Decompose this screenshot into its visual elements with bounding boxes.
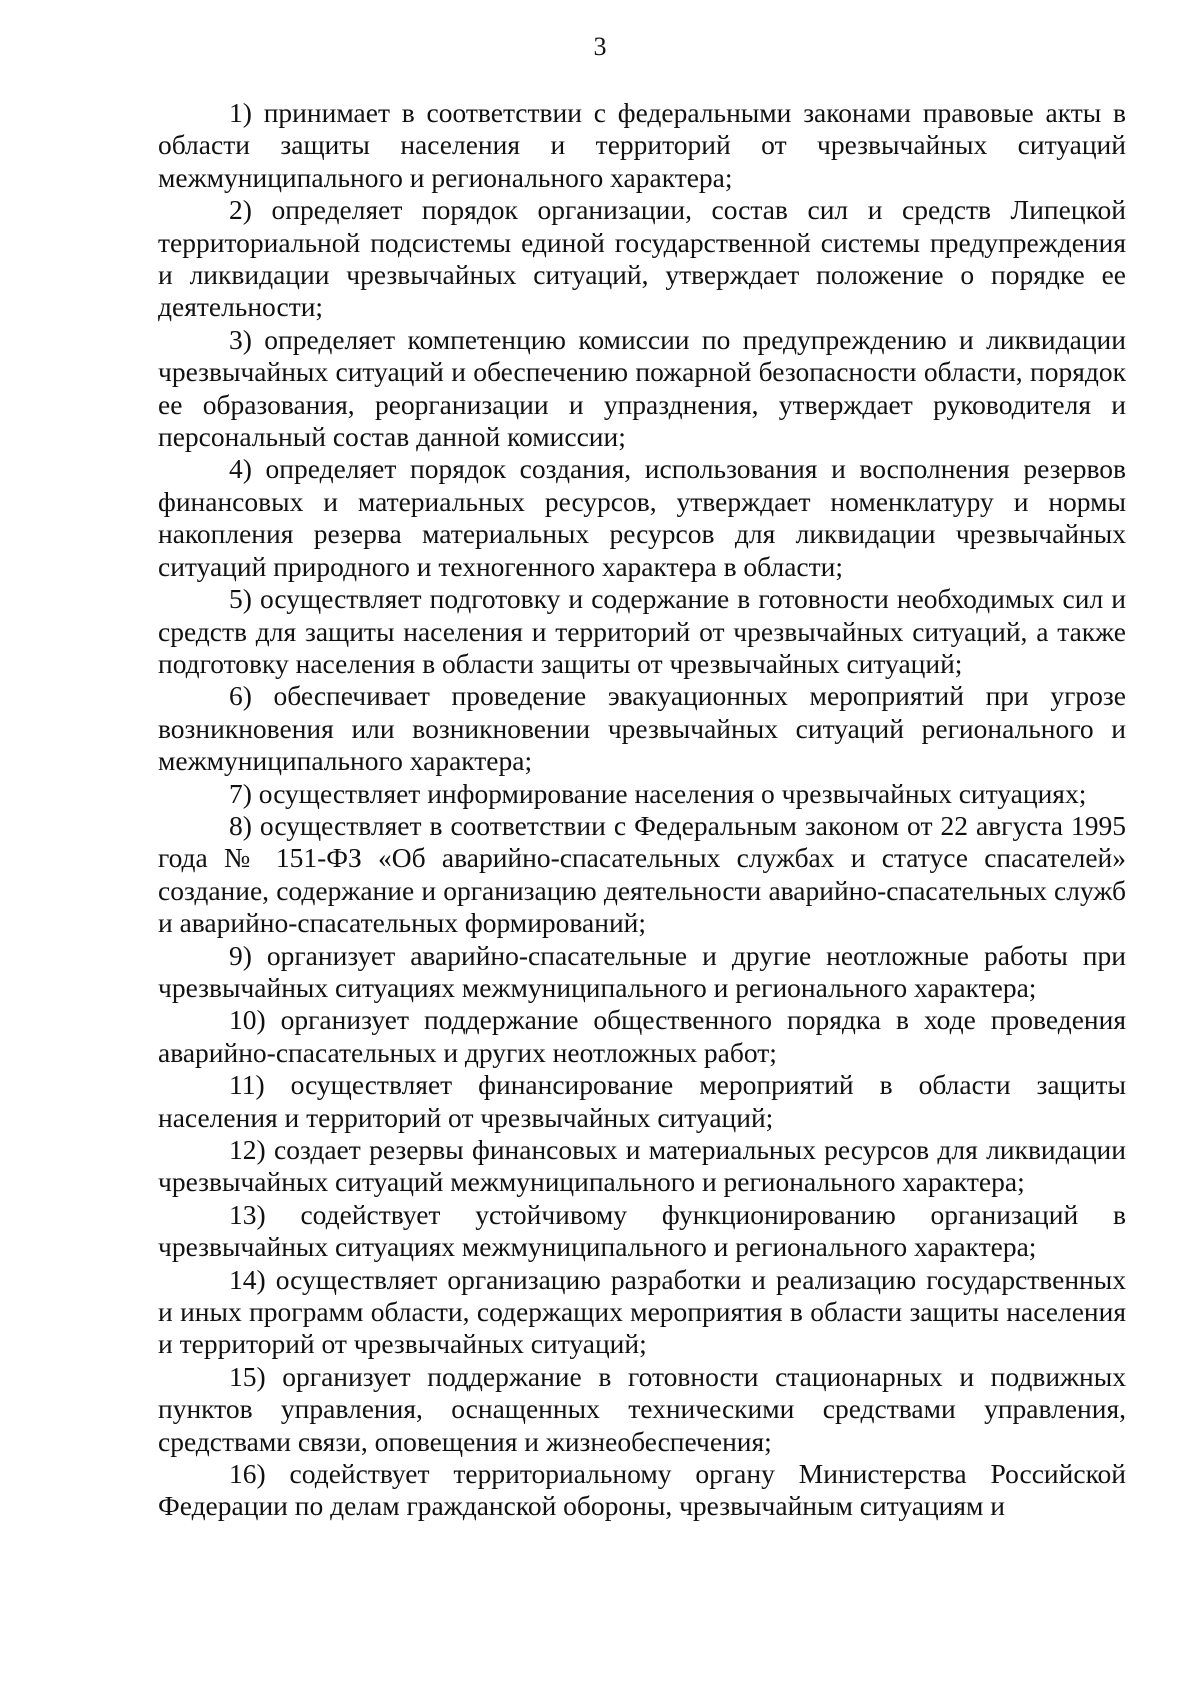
paragraph-1: 1) принимает в соответствии с федеральными законами правовые акты в области защиты населения и территорий от чрезвычайных ситуаций межмуниципального и регионального характера; <box>158 97 1126 193</box>
paragraph-4: 4) определяет порядок создания, использования и восполнения резервов финансовых и материальных ресурсов, утверждает номенклатуру и нормы накопления резерва материальных ресурсов для ликвидации чрезвычайных ситуаций природного и техногенного характера в области; <box>158 453 1126 582</box>
paragraph-11: 11) осуществляет финансирование мероприятий в области защиты населения и территорий от чрезвычайных ситуаций; <box>158 1069 1126 1133</box>
paragraph-2: 2) определяет порядок организации, состав сил и средств Липецкой территориальной подсистемы единой государственной системы предупреждения и ликвидации чрезвычайных ситуаций, утверждает положение о порядке ее деятельности; <box>158 194 1126 323</box>
paragraph-9: 9) организует аварийно-спасательные и другие неотложные работы при чрезвычайных ситуациях межмуниципального и регионального характера; <box>158 939 1126 1003</box>
paragraph-8: 8) осуществляет в соответствии с Федеральным законом от 22 августа 1995 года № 151-ФЗ «Об аварийно-спасательных службах и статусе спасателей» создание, содержание и организацию деятельности аварийно-спасательных служб и аварийно-спасательных формирований; <box>158 809 1126 939</box>
page-number: 3 <box>593 32 607 61</box>
paragraph-15: 15) организует поддержание в готовности стационарных и подвижных пунктов управления, оснащенных техническими средствами управления, средствами связи, оповещения и жизнеобеспечения; <box>158 1360 1126 1457</box>
paragraph-13: 13) содействует устойчивому функционированию организаций в чрезвычайных ситуациях межмуниципального и регионального характера; <box>158 1198 1126 1263</box>
paragraph-16: 16) содействует территориальному органу Министерства Российской Федерации по делам гражданской обороны, чрезвычайным ситуациям и <box>158 1458 1126 1522</box>
paragraph-12: 12) создает резервы финансовых и материальных ресурсов для ликвидации чрезвычайных ситуаций межмуниципального и регионального характера; <box>158 1134 1126 1198</box>
paragraph-7: 7) осуществляет информирование населения о чрезвычайных ситуациях; <box>229 777 1087 809</box>
document-body <box>158 97 1126 1523</box>
paragraph-6: 6) обеспечивает проведение эвакуационных мероприятий при угрозе возникновения или возникновении чрезвычайных ситуаций регионального и межмуниципального характера; <box>158 680 1126 777</box>
paragraph-14: 14) осуществляет организацию разработки и реализацию государственных и иных программ области, содержащих мероприятия в области защиты населения и территорий от чрезвычайных ситуаций; <box>158 1263 1126 1360</box>
paragraph-5: 5) осуществляет подготовку и содержание в готовности необходимых сил и средств для защиты населения и территорий от чрезвычайных ситуаций, а также подготовку населения в области защиты от чрезвычайных ситуаций; <box>158 583 1126 679</box>
paragraph-10: 10) организует поддержание общественного порядка в ходе проведения аварийно-спасательных и других неотложных работ; <box>158 1004 1126 1068</box>
paragraph-3: 3) определяет компетенцию комиссии по предупреждению и ликвидации чрезвычайных ситуаций и обеспечению пожарной безопасности области, порядок ее образования, реорганизации и упразднения, утверждает руководителя и персональный состав данной комиссии; <box>158 323 1126 453</box>
